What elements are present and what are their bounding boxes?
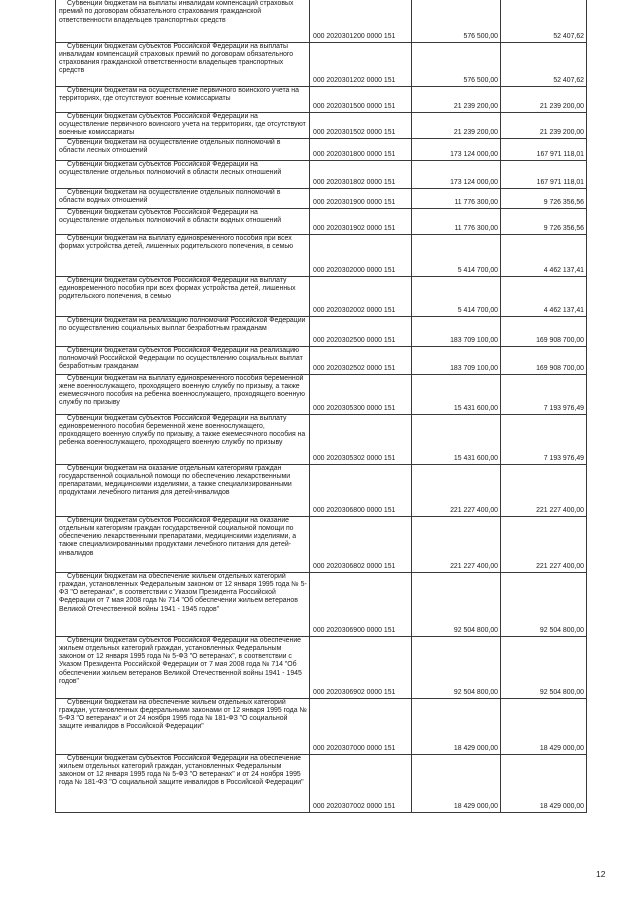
row-planned-amount: 92 504 800,00 [412,636,501,698]
row-actual-amount: 18 429 000,00 [501,754,587,812]
row-budget-code: 000 2020301800 0000 151 [310,138,412,160]
table-row [56,42,587,86]
table-row [56,346,587,374]
row-planned-amount: 183 709 100,00 [412,316,501,346]
row-planned-amount: 183 709 100,00 [412,346,501,374]
row-description: Субвенции бюджетам на обеспечение жильем отдельных категорий граждан, установленных Федеральным законом от 12 января 1995 года № 5-ФЗ "О ветеранах", в соответствии с Указом Президента Российской Федерации от 7 мая 2008 года № 714 "Об обеспечении жильем ветеранов Великой Отечественной войны 1941 - 1945 годов" [56,572,310,636]
row-actual-amount: 4 462 137,41 [501,276,587,316]
row-description: Субвенции бюджетам на выплаты инвалидам компенсаций страховых премий по договорам обязательного страхования гражданской ответственности владельцев транспортных средств [56,0,310,42]
row-actual-amount: 9 726 356,56 [501,188,587,208]
row-description: Субвенции бюджетам субъектов Российской Федерации на осуществление отдельных полномочий в области водных отношений [56,208,310,234]
row-budget-code: 000 2020302500 0000 151 [310,316,412,346]
row-planned-amount: 18 429 000,00 [412,754,501,812]
row-budget-code: 000 2020301502 0000 151 [310,112,412,138]
row-actual-amount: 18 429 000,00 [501,698,587,754]
row-planned-amount: 5 414 700,00 [412,276,501,316]
table-row [56,516,587,572]
row-description: Субвенции бюджетам субъектов Российской Федерации на оказание отдельным категориям граждан государственной социальной помощи по обеспечению лекарственными препаратами, медицинскими изделиями, а также специализированными продуктами лечебного питания для детей-инвалидов [56,516,310,572]
row-budget-code: 000 2020305302 0000 151 [310,414,412,464]
row-description: Субвенции бюджетам на осуществление отдельных полномочий в области лесных отношений [56,138,310,160]
row-budget-code: 000 2020306900 0000 151 [310,572,412,636]
subventions-table [55,0,587,813]
budget-table-sheet [55,0,586,813]
table-row [56,698,587,754]
row-budget-code: 000 2020302502 0000 151 [310,346,412,374]
row-actual-amount: 221 227 400,00 [501,516,587,572]
row-planned-amount: 92 504 800,00 [412,572,501,636]
row-description: Субвенции бюджетам субъектов Российской Федерации на осуществление отдельных полномочий в области лесных отношений [56,160,310,188]
row-description: Субвенции бюджетам субъектов Российской Федерации на обеспечение жильем отдельных категорий граждан, установленных Федеральным законом от 12 января 1995 года № 5-ФЗ "О ветеранах" и от 24 ноября 1995 года № 181-ФЗ "О социальной защите инвалидов в Российской Федерации" [56,754,310,812]
row-description: Субвенции бюджетам субъектов Российской Федерации на обеспечение жильем отдельных категорий граждан, установленных Федеральным законом от 12 января 1995 года № 5-ФЗ "О ветеранах", в соответствии с Указом Президента Российской Федерации от 7 мая 2008 года № 714 "Об обеспечении жильем ветеранов Великой Отечественной войны 1941 - 1945 годов" [56,636,310,698]
row-description: Субвенции бюджетам субъектов Российской Федерации на осуществление первичного воинского учета на территориях, где отсутствуют военные комиссариаты [56,112,310,138]
row-planned-amount: 221 227 400,00 [412,516,501,572]
row-planned-amount: 18 429 000,00 [412,698,501,754]
row-description: Субвенции бюджетам на осуществление отдельных полномочий в области водных отношений [56,188,310,208]
row-description: Субвенции бюджетам субъектов Российской Федерации на реализацию полномочий Российской Федерации по осуществлению социальных выплат безработным гражданам [56,346,310,374]
page-number: 12 [596,869,606,879]
row-planned-amount: 21 239 200,00 [412,86,501,112]
row-actual-amount: 167 971 118,01 [501,138,587,160]
row-budget-code: 000 2020307002 0000 151 [310,754,412,812]
row-planned-amount: 576 500,00 [412,42,501,86]
table-row [56,464,587,516]
table-row [56,276,587,316]
table-body [56,0,587,812]
table-row [56,234,587,276]
table-row [56,572,587,636]
row-budget-code: 000 2020302000 0000 151 [310,234,412,276]
row-actual-amount: 92 504 800,00 [501,636,587,698]
row-description: Субвенции бюджетам субъектов Российской Федерации на выплату единовременного пособия при всех формах устройства детей, лишенных родительского попечения, в семью [56,276,310,316]
row-actual-amount: 169 908 700,00 [501,346,587,374]
row-budget-code: 000 2020301902 0000 151 [310,208,412,234]
row-description: Субвенции бюджетам субъектов Российской Федерации на выплату единовременного пособия беременной жене военнослужащего, проходящего военную службу по призыву, а также ежемесячного пособия на ребенка военнослужащего, проходящего военную службу по призыву [56,414,310,464]
row-description: Субвенции бюджетам на выплату единовременного пособия беременной жене военнослужащего, проходящего военную службу по призыву, а также ежемесячного пособия на ребенка военнослужащего, проходящего военную службу по призыву [56,374,310,414]
table-row [56,414,587,464]
row-planned-amount: 21 239 200,00 [412,112,501,138]
row-budget-code: 000 2020306902 0000 151 [310,636,412,698]
row-description: Субвенции бюджетам на реализацию полномочий Российской Федерации по осуществлению социальных выплат безработным гражданам [56,316,310,346]
row-budget-code: 000 2020301202 0000 151 [310,42,412,86]
row-actual-amount: 167 971 118,01 [501,160,587,188]
row-actual-amount: 4 462 137,41 [501,234,587,276]
table-row [56,188,587,208]
table-row [56,0,587,42]
row-planned-amount: 15 431 600,00 [412,414,501,464]
table-row [56,316,587,346]
table-row [56,160,587,188]
table-row [56,374,587,414]
row-actual-amount: 7 193 976,49 [501,414,587,464]
row-actual-amount: 21 239 200,00 [501,112,587,138]
row-planned-amount: 221 227 400,00 [412,464,501,516]
row-budget-code: 000 2020302002 0000 151 [310,276,412,316]
table-row [56,636,587,698]
row-actual-amount: 9 726 356,56 [501,208,587,234]
row-description: Субвенции бюджетам субъектов Российской Федерации на выплаты инвалидам компенсаций страховых премий по договорам обязательного страхования гражданской ответственности владельцев транспортных средств [56,42,310,86]
row-planned-amount: 5 414 700,00 [412,234,501,276]
row-planned-amount: 11 776 300,00 [412,208,501,234]
row-budget-code: 000 2020306800 0000 151 [310,464,412,516]
row-budget-code: 000 2020301802 0000 151 [310,160,412,188]
table-row [56,86,587,112]
table-row [56,112,587,138]
row-actual-amount: 52 407,62 [501,0,587,42]
row-budget-code: 000 2020307000 0000 151 [310,698,412,754]
row-actual-amount: 169 908 700,00 [501,316,587,346]
table-row [56,138,587,160]
row-planned-amount: 15 431 600,00 [412,374,501,414]
row-planned-amount: 173 124 000,00 [412,160,501,188]
table-row [56,208,587,234]
table-row [56,754,587,812]
row-budget-code: 000 2020301900 0000 151 [310,188,412,208]
row-description: Субвенции бюджетам на осуществление первичного воинского учета на территориях, где отсутствуют военные комиссариаты [56,86,310,112]
row-planned-amount: 11 776 300,00 [412,188,501,208]
row-budget-code: 000 2020306802 0000 151 [310,516,412,572]
row-actual-amount: 92 504 800,00 [501,572,587,636]
row-budget-code: 000 2020301500 0000 151 [310,86,412,112]
row-actual-amount: 221 227 400,00 [501,464,587,516]
row-planned-amount: 173 124 000,00 [412,138,501,160]
row-actual-amount: 21 239 200,00 [501,86,587,112]
row-actual-amount: 7 193 976,49 [501,374,587,414]
row-planned-amount: 576 500,00 [412,0,501,42]
row-description: Субвенции бюджетам на оказание отдельным категориям граждан государственной социальной помощи по обеспечению лекарственными препаратами, медицинскими изделиями, а также специализированными продуктами лечебного питания для детей-инвалидов [56,464,310,516]
row-description: Субвенции бюджетам на выплату единовременного пособия при всех формах устройства детей, лишенных родительского попечения, в семью [56,234,310,276]
row-budget-code: 000 2020305300 0000 151 [310,374,412,414]
row-actual-amount: 52 407,62 [501,42,587,86]
row-budget-code: 000 2020301200 0000 151 [310,0,412,42]
row-description: Субвенции бюджетам на обеспечение жильем отдельных категорий граждан, установленных федеральными законами от 12 января 1995 года № 5-ФЗ "О ветеранах" и от 24 ноября 1995 года № 181-ФЗ "О социальной защите инвалидов в Российской Федерации" [56,698,310,754]
